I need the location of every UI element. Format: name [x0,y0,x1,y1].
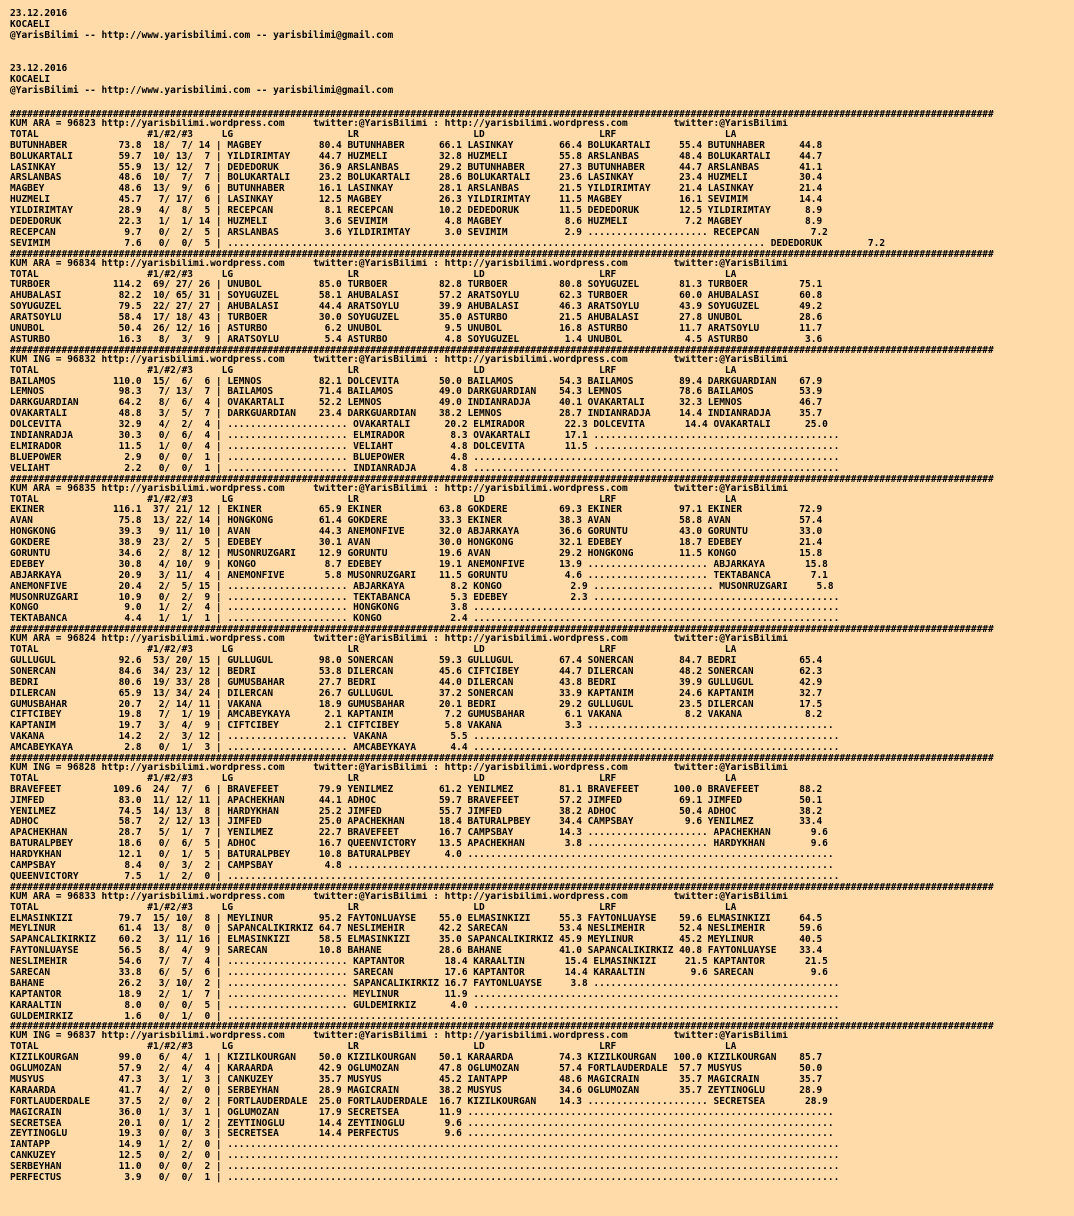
header-block [10,63,1074,96]
table-row: BOLUKARTALI 59.7 10/ 13/ 7 | YILDIRIMTAY 44.7 HUZMELI 32.8 HUZMELI 55.8 ARSLANBAS 48.4 BOLUKARTALI 44.7 [10,151,823,162]
separator-line: ############################################################################################################################################################################ [10,1022,994,1032]
table-row: GULDEMIRKIZ 1.6 0/ 1/ 0 | ........................................................................................................... [10,1011,840,1022]
table-row: BRAVEFEET 109.6 24/ 7/ 6 | BRAVEFEET 79.9 YENILMEZ 61.2 YENILMEZ 81.1 BRAVEFEET 100.0 BRAVEFEET 88.2 [10,784,823,795]
table-row: ASTURBO 16.3 8/ 3/ 9 | ARATSOYLU 5.4 ASTURBO 4.8 SOYUGUZEL 1.4 UNUBOL 4.5 ASTURBO 3.6 [10,334,823,345]
table-row: VELIAHT 2.2 0/ 0/ 1 | ..................... INDIANRADJA 4.8 ................................................................ [10,463,840,474]
table-row: KAPTANTOR 18.9 2/ 1/ 7 | ..................... MEYLINUR 11.9 ................................................................ [10,989,840,1000]
table-row: SAPANCALIKIRKIZ 60.2 3/ 11/ 16 | ELMASINKIZI 58.5 ELMASINKIZI 35.0 SAPANCALIKIRKIZ 45.9 MEYLINUR 45.2 MEYLINUR 40.5 [10,935,823,946]
table-row: HARDYKHAN 12.1 0/ 1/ 5 | BATURALPBEY 10.8 BATURALPBEY 4.0 ................................................................ [10,850,834,861]
table-row: FORTLAUDERDALE 37.5 2/ 0/ 2 | FORTLAUDERDALE 25.0 FORTLAUDERDALE 16.7 KIZILKOURGAN 14.3 ..................... SECRETSEA 28.9 [10,1096,828,1107]
race-title: KUM ARA = 96834 http://yarisbilimi.wordpress.com twitter:@YarisBilimi : http://yarisbilimi.wordpress.com twitter:@YarisBilimi [10,258,788,269]
column-header: TOTAL #1/#2/#3 LG LR LD LRF LA [10,902,737,913]
table-row: UNUBOL 50.4 26/ 12/ 16 | ASTURBO 6.2 UNUBOL 9.5 UNUBOL 16.8 ASTURBO 11.7 ARATSOYLU 11.7 [10,324,823,335]
table-row: LEMNOS 98.3 7/ 13/ 7 | BAILAMOS 71.4 BAILAMOS 49.0 DARKGUARDIAN 54.3 LEMNOS 78.6 BAILAMOS 53.9 [10,387,823,398]
table-row: RECEPCAN 9.7 0/ 2/ 5 | ARSLANBAS 3.6 YILDIRIMTAY 3.0 SEVIMIM 2.9 ..................... RECEPCAN 7.2 [10,227,828,238]
table-row: EDEBEY 30.8 4/ 10/ 9 | KONGO 8.7 EDEBEY 19.1 ANEMONFIVE 13.9 ..................... ABJARKAYA 15.8 [10,559,828,570]
separator-line: ############################################################################################################################################################################ [10,110,994,119]
table-row: GORUNTU 34.6 2/ 8/ 12 | MUSONRUZGARI 12.9 GORUNTU 19.6 AVAN 29.2 HONGKONG 11.5 KONGO 15.8 [10,548,823,559]
table-row: DARKGUARDIAN 64.2 8/ 6/ 4 | OVAKARTALI 52.2 LEMNOS 49.0 INDIANRADJA 40.1 OVAKARTALI 32.3 LEMNOS 46.7 [10,398,823,409]
table-row: INDIANRADJA 30.3 0/ 6/ 4 | ..................... ELMIRADOR 8.3 OVAKARTALI 17.1 ........................................... [10,431,840,442]
table-row: SERBEYHAN 11.0 0/ 0/ 2 | ........................................................................................................... [10,1162,840,1173]
table-row: ABJARKAYA 20.9 3/ 11/ 4 | ANEMONFIVE 5.8 MUSONRUZGARI 11.5 GORUNTU 4.6 ..................... TEKTABANCA 7.1 [10,570,828,581]
table-row: KARAALTIN 8.0 0/ 0/ 5 | ..................... GULDEMIRKIZ 4.0 ................................................................ [10,1000,840,1011]
header-line: @YarisBilimi -- http://www.yarisbilimi.com -- yarisbilimi@gmail.com [10,30,394,41]
column-header: TOTAL #1/#2/#3 LG LR LD LRF LA [10,1042,737,1053]
table-row: BAILAMOS 110.0 15/ 6/ 6 | LEMNOS 82.1 DOLCEVITA 50.0 BAILAMOS 54.3 BAILAMOS 89.4 DARKGUARDIAN 67.9 [10,376,823,387]
table-row: KAPTANIM 19.7 3/ 4/ 9 | CIFTCIBEY 2.1 CIFTCIBEY 5.8 VAKANA 3.3 ........................................... [10,721,834,732]
table-row: QUEENVICTORY 7.5 1/ 2/ 0 | ........................................................................................................... [10,871,840,882]
race-block [10,484,1074,626]
header-area [10,8,1074,96]
race-block [10,1031,1074,1183]
table-row: TURBOER 114.2 69/ 27/ 26 | UNUBOL 85.0 TURBOER 82.8 TURBOER 80.8 SOYUGUZEL 81.3 TURBOER 75.1 [10,280,823,291]
table-row: EKINER 116.1 37/ 21/ 12 | EKINER 65.9 EKINER 63.8 GOKDERE 69.3 EKINER 97.1 EKINER 72.9 [10,505,823,516]
table-row: HONGKONG 39.3 9/ 11/ 10 | AVAN 44.3 ANEMONFIVE 32.0 ABJARKAYA 36.6 GORUNTU 43.0 GORUNTU 33.0 [10,527,823,538]
table-row: MEYLINUR 61.4 13/ 8/ 0 | SAPANCALIKIRKIZ 64.7 NESLIMEHIR 42.2 SARECAN 53.4 NESLIMEHIR 52.4 NESLIMEHIR 59.6 [10,924,823,935]
race-block [10,355,1074,475]
header-line: KOCAELI [10,19,51,30]
separator-line: ############################################################################################################################################################################ [10,249,994,259]
table-row: ELMIRADOR 11.5 1/ 0/ 4 | ..................... VELIAHT 4.8 DOLCEVITA 11.5 ........................................... [10,441,840,452]
table-row: GOKDERE 38.9 23/ 2/ 5 | EDEBEY 30.1 AVAN 30.0 HONGKONG 32.1 EDEBEY 18.7 EDEBEY 21.4 [10,538,823,549]
table-row: ARSLANBAS 48.6 10/ 7/ 7 | BOLUKARTALI 23.2 BOLUKARTALI 28.6 BOLUKARTALI 23.6 LASINKAY 23.4 HUZMELI 30.4 [10,173,823,184]
table-row: ARATSOYLU 58.4 17/ 18/ 43 | TURBOER 30.0 SOYUGUZEL 35.0 ASTURBO 21.5 AHUBALASI 27.8 UNUBOL 28.6 [10,313,823,324]
table-row: TEKTABANCA 4.4 1/ 1/ 1 | ..................... KONGO 2.4 ................................................................ [10,614,840,625]
column-header: TOTAL #1/#2/#3 LG LR LD LRF LA [10,365,737,376]
table-row: ZEYTINOGLU 19.3 0/ 0/ 3 | SECRETSEA 14.4 PERFECTUS 9.6 ................................................................ [10,1129,834,1140]
table-row: ADHOC 58.7 2/ 12/ 13 | JIMFED 25.0 APACHEKHAN 18.4 BATURALPBEY 34.4 CAMPSBAY 9.6 YENILMEZ 33.4 [10,817,823,828]
table-row: LASINKAY 55.9 13/ 12/ 7 | DEDEDORUK 36.9 ARSLANBAS 29.2 BUTUNHABER 27.3 BUTUNHABER 44.7 ARSLANBAS 41.1 [10,162,823,173]
header-line: 23.12.2016 [10,63,68,74]
table-row: CAMPSBAY 8.4 0/ 3/ 2 | CAMPSBAY 4.8 ..................................................................................... [10,861,834,871]
table-row: KARAARDA 41.7 4/ 2/ 0 | SERBEYHAN 28.9 MAGICRAIN 38.2 MUSYUS 34.6 OGLUMOZAN 35.7 ZEYTINOGLU 28.9 [10,1085,823,1096]
header-line: @YarisBilimi -- http://www.yarisbilimi.com -- yarisbilimi@gmail.com [10,85,394,96]
table-row: OGLUMOZAN 57.9 2/ 4/ 4 | KARAARDA 42.9 OGLUMOZAN 47.8 OGLUMOZAN 57.4 FORTLAUDERDALE 57.7 MUSYUS 50.0 [10,1064,823,1075]
table-row: ELMASINKIZI 79.7 15/ 10/ 8 | MEYLINUR 95.2 FAYTONLUAYSE 55.0 ELMASINKIZI 55.3 FAYTONLUAYSE 59.6 ELMASINKIZI 64.5 [10,913,823,924]
race-block [10,892,1074,1023]
table-row: MUSYUS 47.3 3/ 1/ 3 | CANKUZEY 35.7 MUSYUS 45.2 IANTAPP 48.6 MAGICRAIN 35.7 MAGICRAIN 35.7 [10,1075,823,1086]
table-row: HUZMELI 45.7 7/ 17/ 6 | LASINKAY 12.5 MAGBEY 26.3 YILDIRIMTAY 11.5 MAGBEY 16.1 SEVIMIM 14.4 [10,195,823,206]
race-block [10,763,1074,883]
table-row: YENILMEZ 74.5 14/ 13/ 8 | HARDYKHAN 25.2 JIMFED 55.7 JIMFED 38.2 ADHOC 50.4 ADHOC 38.2 [10,806,823,817]
table-row: BEDRI 80.6 19/ 33/ 28 | GUMUSBAHAR 27.7 BEDRI 44.0 DILERCAN 43.8 BEDRI 39.9 GULLUGUL 42.9 [10,677,823,688]
header-block [10,8,1074,41]
table-row: ANEMONFIVE 20.4 2/ 5/ 15 | ..................... ABJARKAYA 8.2 KONGO 2.9 ..................... MUSONRUZGARI 5.8 [10,581,834,592]
table-row: DEDEDORUK 22.3 1/ 1/ 14 | HUZMELI 3.6 SEVIMIM 4.8 MAGBEY 8.6 HUZMELI 7.2 MAGBEY 8.9 [10,217,823,228]
table-row: IANTAPP 14.9 1/ 2/ 0 | ........................................................................................................... [10,1140,840,1151]
race-block [10,119,1074,250]
table-row: AMCABEYKAYA 2.8 0/ 1/ 3 | ..................... AMCABEYKAYA 4.4 ................................................................ [10,743,840,754]
table-row: APACHEKHAN 28.7 5/ 1/ 7 | YENILMEZ 22.7 BRAVEFEET 16.7 CAMPSBAY 14.3 ..................... APACHEKHAN 9.6 [10,828,828,839]
table-row: YILDIRIMTAY 28.9 4/ 8/ 5 | RECEPCAN 8.1 RECEPCAN 10.2 DEDEDORUK 11.5 DEDEDORUK 12.5 YILDIRIMTAY 8.9 [10,206,823,217]
column-header: TOTAL #1/#2/#3 LG LR LD LRF LA [10,129,737,140]
table-row: KIZILKOURGAN 99.0 6/ 4/ 1 | KIZILKOURGAN 50.0 KIZILKOURGAN 50.1 KARAARDA 74.3 KIZILKOURGAN 100.0 KIZILKOURGAN 85.7 [10,1053,823,1064]
table-row: KONGO 9.0 1/ 2/ 4 | ..................... HONGKONG 3.8 ................................................................ [10,603,840,614]
table-row: BUTUNHABER 73.8 18/ 7/ 14 | MAGBEY 80.4 BUTUNHABER 66.1 LASINKAY 66.4 BOLUKARTALI 55.4 BUTUNHABER 44.8 [10,140,823,151]
table-row: CIFTCIBEY 19.8 7/ 1/ 19 | AMCABEYKAYA 2.1 KAPTANIM 7.2 GUMUSBAHAR 6.1 VAKANA 8.2 VAKANA 8.2 [10,710,823,721]
table-row: SARECAN 33.8 6/ 5/ 6 | ..................... SARECAN 17.6 KAPTANTOR 14.4 KARAALTIN 9.6 SARECAN 9.6 [10,968,828,979]
race-title: KUM ING = 96837 http://yarisbilimi.wordpress.com twitter:@YarisBilimi : http://yarisbilimi.wordpress.com twitter:@YarisBilimi [10,1031,788,1042]
table-row: CANKUZEY 12.5 0/ 2/ 0 | ........................................................................................................... [10,1151,840,1162]
race-title: KUM ARA = 96823 http://yarisbilimi.wordpress.com twitter:@YarisBilimi : http://yarisbilimi.wordpress.com twitter:@YarisBilimi [10,119,788,129]
table-row: SONERCAN 84.6 34/ 23/ 12 | BEDRI 53.8 DILERCAN 45.6 CIFTCIBEY 44.7 DILERCAN 48.2 SONERCAN 62.3 [10,666,823,677]
race-block [10,634,1074,754]
race-block [10,259,1074,346]
table-row: MAGICRAIN 36.0 1/ 3/ 1 | OGLUMOZAN 17.9 SECRETSEA 11.9 ................................................................ [10,1107,834,1118]
race-title: KUM ING = 96828 http://yarisbilimi.wordpress.com twitter:@YarisBilimi : http://yarisbilimi.wordpress.com twitter:@YarisBilimi [10,762,788,773]
race-title: KUM ARA = 96833 http://yarisbilimi.wordpress.com twitter:@YarisBilimi : http://yarisbilimi.wordpress.com twitter:@YarisBilimi [10,891,788,902]
table-row: SEVIMIM 7.6 0/ 0/ 5 | .............................................................................................. DEDEDORUK 7.2 [10,238,886,249]
table-row: SECRETSEA 20.1 0/ 1/ 2 | ZEYTINOGLU 14.4 ZEYTINOGLU 9.6 ................................................................ [10,1118,834,1129]
column-header: TOTAL #1/#2/#3 LG LR LD LRF LA [10,494,737,505]
table-row: BLUEPOWER 2.9 0/ 0/ 1 | ..................... BLUEPOWER 4.8 ................................................................ [10,452,840,463]
table-row: MAGBEY 48.6 13/ 9/ 6 | BUTUNHABER 16.1 LASINKAY 28.1 ARSLANBAS 21.5 YILDIRIMTAY 21.4 LASINKAY 21.4 [10,184,823,195]
race-title: KUM ING = 96832 http://yarisbilimi.wordpress.com twitter:@YarisBilimi : http://yarisbilimi.wordpress.com twitter:@YarisBilimi [10,354,788,365]
table-row: SOYUGUZEL 79.5 22/ 27/ 27 | AHUBALASI 44.4 ARATSOYLU 39.9 AHUBALASI 46.3 ARATSOYLU 43.9 SOYUGUZEL 49.2 [10,302,823,313]
column-header: TOTAL #1/#2/#3 LG LR LD LRF LA [10,269,737,280]
separator-line: ############################################################################################################################################################################ [10,753,994,763]
header-line: 23.12.2016 [10,8,68,19]
table-row: PERFECTUS 3.9 0/ 0/ 1 | ........................................................................................................... [10,1173,840,1184]
table-row: DILERCAN 65.9 13/ 34/ 24 | DILERCAN 26.7 GULLUGUL 37.2 SONERCAN 33.9 KAPTANIM 24.6 KAPTANIM 32.7 [10,688,823,699]
table-row: BATURALPBEY 18.6 0/ 6/ 5 | ADHOC 16.7 QUEENVICTORY 13.5 APACHEKHAN 3.8 ..................... HARDYKHAN 9.6 [10,839,828,850]
header-line: KOCAELI [10,74,51,85]
table-row: NESLIMEHIR 54.6 7/ 7/ 4 | ..................... KAPTANTOR 18.4 KARAALTIN 15.4 ELMASINKIZI 21.5 KAPTANTOR 21.5 [10,957,828,968]
table-row: MUSONRUZGARI 10.9 0/ 2/ 9 | ..................... TEKTABANCA 5.3 EDEBEY 2.3 ........................................... [10,592,840,603]
table-row: AVAN 75.8 13/ 22/ 14 | HONGKONG 61.4 GOKDERE 33.3 EKINER 38.3 AVAN 58.8 AVAN 57.4 [10,516,823,527]
table-row: DOLCEVITA 32.9 4/ 2/ 4 | ..................... OVAKARTALI 20.2 ELMIRADOR 22.3 DOLCEVITA 14.4 OVAKARTALI 25.0 [10,420,828,431]
race-list [10,110,1074,1184]
race-title: KUM ARA = 96824 http://yarisbilimi.wordpress.com twitter:@YarisBilimi : http://yarisbilimi.wordpress.com twitter:@YarisBilimi [10,634,788,645]
table-row: FAYTONLUAYSE 56.5 8/ 4/ 9 | SARECAN 10.8 BAHANE 28.6 BAHANE 41.0 SAPANCALIKIRKIZ 40.8 FAYTONLUAYSE 33.4 [10,946,823,957]
table-row: AHUBALASI 82.2 10/ 65/ 31 | SOYUGUZEL 58.1 AHUBALASI 57.2 ARATSOYLU 62.3 TURBOER 60.0 AHUBALASI 60.8 [10,291,823,302]
separator-line: ############################################################################################################################################################################ [10,625,994,635]
table-row: JIMFED 83.0 11/ 12/ 11 | APACHEKHAN 44.1 ADHOC 59.7 BRAVEFEET 57.2 JIMFED 69.1 JIMFED 50.1 [10,795,823,806]
column-header: TOTAL #1/#2/#3 LG LR LD LRF LA [10,645,737,656]
race-title: KUM ARA = 96835 http://yarisbilimi.wordpress.com twitter:@YarisBilimi : http://yarisbilimi.wordpress.com twitter:@YarisBilimi [10,483,788,494]
table-row: GULLUGUL 92.6 53/ 20/ 15 | GULLUGUL 98.0 SONERCAN 59.3 GULLUGUL 67.4 SONERCAN 84.7 BEDRI 65.4 [10,655,823,666]
separator-line: ############################################################################################################################################################################ [10,345,994,355]
separator-line: ############################################################################################################################################################################ [10,882,994,892]
separator-line: ############################################################################################################################################################################ [10,474,994,484]
column-header: TOTAL #1/#2/#3 LG LR LD LRF LA [10,773,737,784]
table-row: OVAKARTALI 48.8 3/ 5/ 7 | DARKGUARDIAN 23.4 DARKGUARDIAN 38.2 LEMNOS 28.7 INDIANRADJA 14.4 INDIANRADJA 35.7 [10,409,823,420]
table-row: BAHANE 26.2 3/ 10/ 2 | ..................... SAPANCALIKIRKIZ 16.7 FAYTONLUAYSE 3.8 ........................................... [10,978,840,989]
table-row: VAKANA 14.2 2/ 3/ 12 | ..................... VAKANA 5.5 ................................................................ [10,732,840,743]
table-row: GUMUSBAHAR 20.7 2/ 14/ 11 | VAKANA 18.9 GUMUSBAHAR 20.1 BEDRI 29.2 GULLUGUL 23.5 DILERCAN 17.5 [10,699,823,710]
